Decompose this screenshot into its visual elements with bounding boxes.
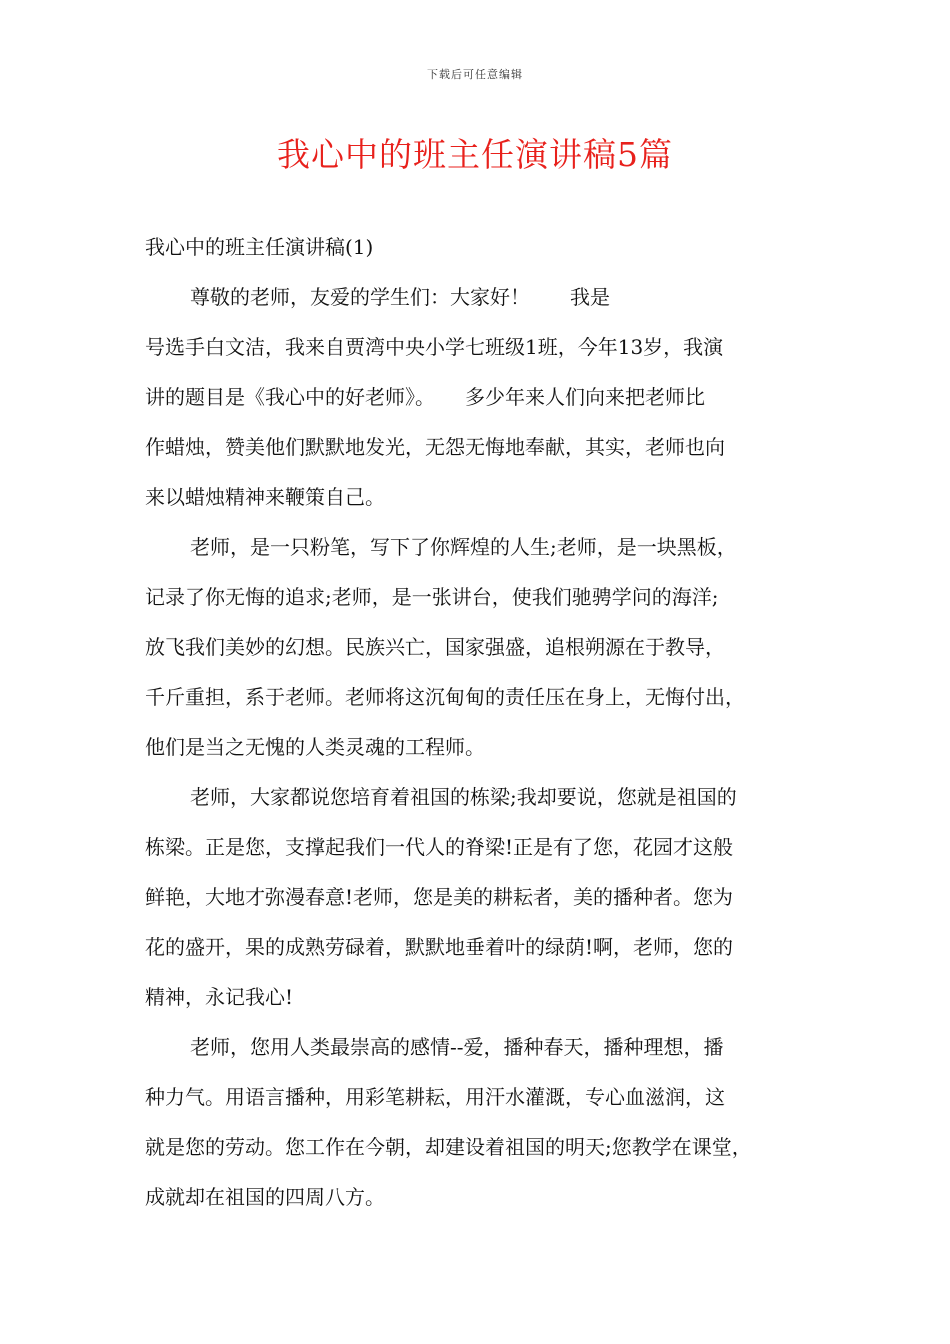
- text-line: 他们是当之无愧的人类灵魂的工程师。: [145, 735, 485, 759]
- document-body: [145, 222, 815, 1222]
- text-line: 来以蜡烛精神来鞭策自己。: [145, 485, 385, 509]
- text-line: 号选手白文洁，我来自贾湾中央小学七班级1班，今年13岁，我演: [145, 335, 724, 359]
- section-heading: 我心中的班主任演讲稿(1): [145, 235, 374, 259]
- document-title: 我心中的班主任演讲稿5篇: [277, 135, 673, 174]
- header-note: 下载后可任意编辑: [427, 68, 523, 81]
- text-line: 老师，是一只粉笔，写下了你辉煌的人生;老师，是一块黑板，: [190, 535, 737, 559]
- text-line: 记录了你无悔的追求;老师，是一张讲台，使我们驰骋学问的海洋;: [145, 585, 719, 609]
- paragraph-lines: [145, 272, 815, 1222]
- text-line: 鲜艳，大地才弥漫春意!老师，您是美的耕耘者，美的播种者。您为: [145, 885, 734, 909]
- text-line: 就是您的劳动。您工作在今朝，却建设着祖国的明天;您教学在课堂，: [145, 1135, 752, 1159]
- text-line: 成就却在祖国的四周八方。: [145, 1185, 385, 1209]
- text-line: 老师，大家都说您培育着祖国的栋梁;我却要说，您就是祖国的: [190, 785, 737, 809]
- text-line: 精神，永记我心!: [145, 985, 294, 1009]
- text-line: 尊敬的老师，友爱的学生们：大家好！ 我是: [190, 285, 610, 309]
- text-line: 种力气。用语言播种，用彩笔耕耘，用汗水灌溉，专心血滋润，这: [145, 1085, 725, 1109]
- text-line: 老师，您用人类最崇高的感情--爱，播种春天，播种理想，播: [190, 1035, 724, 1059]
- text-line: 花的盛开，果的成熟劳碌着，默默地垂着叶的绿荫!啊，老师，您的: [145, 935, 734, 959]
- text-line: 放飞我们美妙的幻想。民族兴亡，国家强盛，追根朔源在于教导，: [145, 635, 725, 659]
- text-line: 千斤重担，系于老师。老师将这沉甸甸的责任压在身上，无悔付出，: [145, 685, 745, 709]
- text-line: 讲的题目是《我心中的好老师》。 多少年来人们向来把老师比: [145, 385, 705, 409]
- text-line: 栋梁。正是您，支撑起我们一代人的脊梁!正是有了您，花园才这般: [145, 835, 734, 859]
- text-line: 作蜡烛，赞美他们默默地发光，无怨无悔地奉献，其实，老师也向: [145, 435, 725, 459]
